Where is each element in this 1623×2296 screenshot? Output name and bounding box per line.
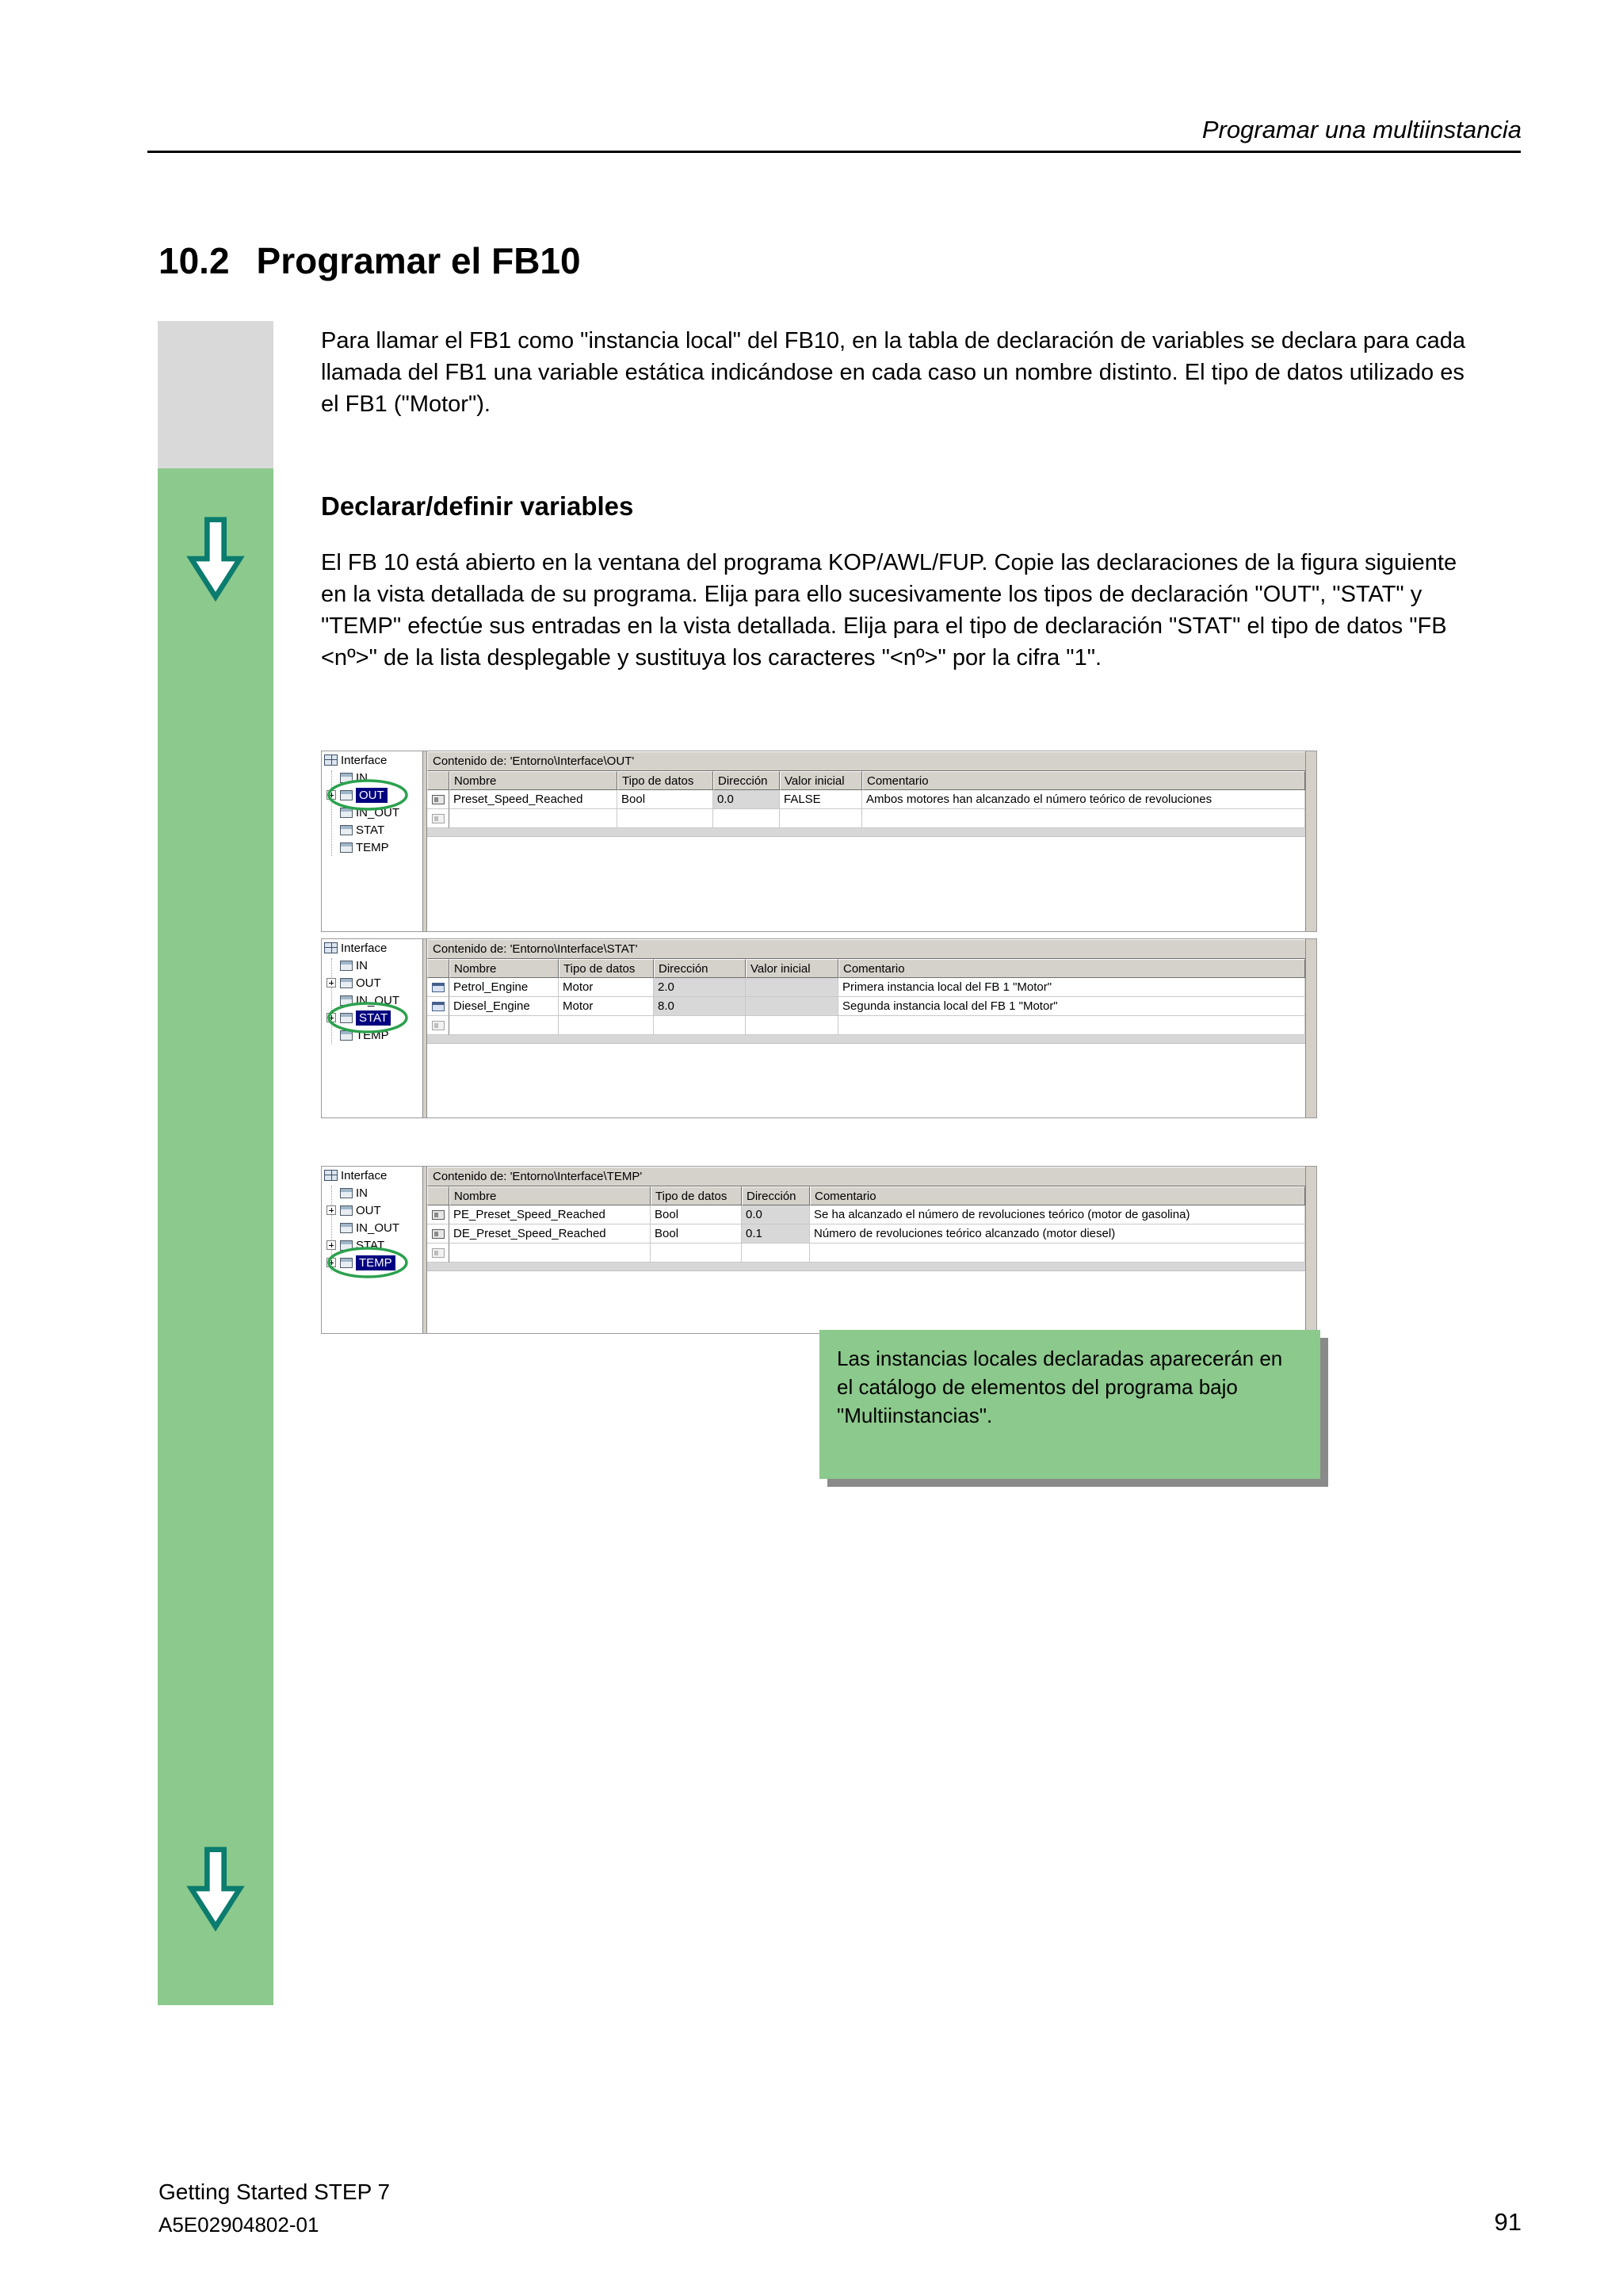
cell-valor-inicial-empty[interactable] bbox=[746, 1016, 838, 1035]
column-header-direccion[interactable]: Dirección bbox=[654, 959, 746, 978]
cell-valor-inicial[interactable]: FALSE bbox=[780, 790, 862, 809]
column-header-icon[interactable] bbox=[427, 1186, 449, 1205]
cell-comentario-empty[interactable] bbox=[838, 1016, 1305, 1035]
cell-direccion-empty bbox=[742, 1244, 810, 1263]
in-out-icon bbox=[340, 995, 353, 1006]
in-out-icon bbox=[340, 808, 353, 818]
cell-comentario-empty[interactable] bbox=[810, 1244, 1305, 1263]
margin-gray-block bbox=[158, 321, 273, 468]
down-arrow-icon bbox=[184, 514, 247, 603]
column-header-nombre[interactable]: Nombre bbox=[449, 771, 617, 790]
footer-page-number: 91 bbox=[1494, 2208, 1522, 2236]
column-header-tipo[interactable]: Tipo de datos bbox=[617, 771, 713, 790]
variable-table bbox=[427, 1186, 1305, 1263]
cell-nombre[interactable]: Preset_Speed_Reached bbox=[449, 790, 617, 809]
tree-item-label: STAT bbox=[356, 823, 385, 837]
expand-slot bbox=[326, 1013, 337, 1022]
temp-icon bbox=[340, 842, 353, 853]
empty-row-icon bbox=[432, 1248, 445, 1258]
section-title-text: Programar el FB10 bbox=[256, 240, 581, 281]
column-header-nombre[interactable]: Nombre bbox=[449, 1186, 651, 1205]
tree-item-in[interactable] bbox=[322, 769, 422, 786]
cell-tipo-empty[interactable] bbox=[559, 1016, 654, 1035]
column-header-direccion[interactable]: Dirección bbox=[742, 1186, 810, 1205]
declaration-pane bbox=[427, 939, 1305, 1117]
row-icon-cell bbox=[427, 1205, 449, 1224]
footer-doc-id: A5E02904802-01 bbox=[158, 2213, 319, 2237]
in-out-icon bbox=[340, 1223, 353, 1233]
interface-icon bbox=[324, 942, 338, 953]
down-arrow-icon bbox=[184, 1844, 247, 1933]
tree-item-label: Interface bbox=[341, 753, 388, 767]
tree-item-interface[interactable] bbox=[322, 1167, 422, 1184]
cell-tipo-empty[interactable] bbox=[617, 809, 713, 828]
table-end-strip bbox=[427, 1035, 1305, 1044]
tree-item-label: STAT bbox=[356, 1010, 391, 1026]
header-rule bbox=[147, 151, 1521, 153]
stat-icon bbox=[340, 1013, 353, 1023]
cell-tipo[interactable]: Bool bbox=[651, 1224, 742, 1244]
subsection-paragraph: El FB 10 está abierto en la ventana del programa KOP/AWL/FUP. Copie las declaraciones de la figura siguiente en la vista detallada de su programa. Elija para ello sucesivamente los tipos de declaración "OUT", "STAT" y "TEMP" efectúe sus entradas en la vista detallada. Elija para el tipo de declaración "STAT" el tipo de datos "FB <nº>" de la lista desplegable y sustituya los caracteres "<nº>" por la cifra "1". bbox=[321, 550, 1457, 670]
scrollbar[interactable] bbox=[1305, 939, 1316, 1117]
expand-slot bbox=[326, 1205, 337, 1215]
cell-direccion-empty bbox=[713, 809, 780, 828]
pane-empty-area bbox=[427, 837, 1305, 931]
expand-plus-icon[interactable] bbox=[327, 978, 336, 988]
tree-item-in[interactable] bbox=[322, 1184, 422, 1201]
tree-item-out[interactable] bbox=[322, 974, 422, 991]
callout-note bbox=[819, 1330, 1320, 1479]
tree-item-out[interactable] bbox=[322, 786, 422, 804]
column-header-tipo[interactable]: Tipo de datos bbox=[559, 959, 654, 978]
cell-comentario[interactable]: Se ha alcanzado el número de revoluciones teórico (motor de gasolina) bbox=[810, 1205, 1305, 1224]
variable-table bbox=[427, 771, 1305, 828]
tree-item-temp[interactable] bbox=[322, 1254, 422, 1271]
tree-item-in[interactable] bbox=[322, 957, 422, 974]
expand-slot bbox=[326, 978, 337, 988]
tree-item-label: TEMP bbox=[356, 1028, 389, 1042]
fb-instance-icon bbox=[432, 983, 445, 992]
cell-comentario[interactable]: Ambos motores han alcanzado el número teórico de revoluciones bbox=[862, 790, 1305, 809]
cell-nombre[interactable]: Petrol_Engine bbox=[449, 978, 559, 997]
row-icon-cell bbox=[427, 997, 449, 1016]
tree-item-label: IN_OUT bbox=[356, 993, 400, 1007]
temp-icon bbox=[340, 1258, 353, 1268]
column-header-icon[interactable] bbox=[427, 959, 449, 978]
column-header-tipo[interactable]: Tipo de datos bbox=[651, 1186, 742, 1205]
expand-plus-icon[interactable] bbox=[327, 790, 336, 800]
tree-item-label: IN_OUT bbox=[356, 805, 400, 819]
empty-row-icon bbox=[432, 814, 445, 823]
cell-nombre-empty[interactable] bbox=[449, 809, 617, 828]
pane-empty-area bbox=[427, 1044, 1305, 1117]
variable-table bbox=[427, 959, 1305, 1035]
column-header-icon[interactable] bbox=[427, 771, 449, 790]
screenshot-temp-declaration bbox=[321, 1166, 1317, 1334]
expand-slot bbox=[326, 1258, 337, 1267]
interface-tree bbox=[322, 751, 423, 931]
column-header-direccion[interactable]: Dirección bbox=[713, 771, 780, 790]
fb-instance-icon bbox=[432, 1002, 445, 1011]
tree-item-interface[interactable] bbox=[322, 751, 422, 769]
cell-comentario[interactable]: Primera instancia local del FB 1 "Motor" bbox=[838, 978, 1305, 997]
cell-nombre-empty[interactable] bbox=[449, 1016, 559, 1035]
footer-product: Getting Started STEP 7 bbox=[158, 2179, 391, 2204]
tree-item-in-out[interactable] bbox=[322, 991, 422, 1009]
tree-item-in-out[interactable] bbox=[322, 804, 422, 821]
pane-empty-area bbox=[427, 1271, 1305, 1333]
margin-green-bar bbox=[158, 468, 273, 2005]
cell-direccion: 2.0 bbox=[654, 978, 746, 997]
empty-row-icon bbox=[432, 1021, 445, 1030]
tree-item-label: Interface bbox=[341, 1168, 388, 1182]
tree-item-stat[interactable] bbox=[322, 1009, 422, 1026]
tree-item-label: IN bbox=[356, 1186, 368, 1200]
tree-item-in-out[interactable] bbox=[322, 1219, 422, 1236]
section-title bbox=[158, 239, 581, 282]
declaration-row-icon bbox=[432, 1210, 445, 1220]
cell-valor-inicial bbox=[746, 978, 838, 997]
cell-direccion: 0.0 bbox=[742, 1205, 810, 1224]
row-icon-cell bbox=[427, 790, 449, 809]
expand-plus-icon[interactable] bbox=[327, 1205, 336, 1215]
interface-icon bbox=[324, 1170, 338, 1181]
cell-valor-inicial-empty[interactable] bbox=[780, 809, 862, 828]
tree-item-stat[interactable] bbox=[322, 821, 422, 839]
row-icon-cell bbox=[427, 809, 449, 828]
pane-title bbox=[427, 939, 1305, 959]
pane-title-text: Contenido de: 'Entorno\Interface\STAT' bbox=[433, 942, 638, 956]
cell-comentario[interactable]: Segunda instancia local del FB 1 "Motor" bbox=[838, 997, 1305, 1016]
temp-icon bbox=[340, 1030, 353, 1041]
out-icon bbox=[340, 1205, 353, 1216]
interface-icon bbox=[324, 755, 338, 766]
tree-item-label: TEMP bbox=[356, 840, 389, 854]
declaration-row-icon bbox=[432, 795, 445, 804]
tree-item-temp[interactable] bbox=[322, 839, 422, 856]
section-number: 10.2 bbox=[158, 240, 230, 281]
stat-icon bbox=[340, 1240, 353, 1251]
tree-item-label: STAT bbox=[356, 1238, 385, 1252]
tree-item-label: OUT bbox=[356, 1203, 381, 1217]
column-header-comentario[interactable]: Comentario bbox=[810, 1186, 1305, 1205]
expand-slot bbox=[326, 1240, 337, 1250]
tree-item-label: IN bbox=[356, 958, 368, 972]
cell-tipo[interactable]: Bool bbox=[617, 790, 713, 809]
tree-item-label: OUT bbox=[356, 788, 388, 803]
tree-item-out[interactable] bbox=[322, 1201, 422, 1219]
tree-item-label: Interface bbox=[341, 941, 388, 955]
screenshot-stat-declaration bbox=[321, 938, 1317, 1118]
tree-item-label: TEMP bbox=[356, 1255, 395, 1270]
scrollbar[interactable] bbox=[1305, 751, 1316, 931]
table-end-strip bbox=[427, 828, 1305, 837]
pane-title-text: Contenido de: 'Entorno\Interface\TEMP' bbox=[433, 1170, 643, 1183]
tree-item-stat[interactable] bbox=[322, 1236, 422, 1254]
cell-comentario[interactable]: Número de revoluciones teórico alcanzado (motor diesel) bbox=[810, 1224, 1305, 1244]
column-header-nombre[interactable]: Nombre bbox=[449, 959, 559, 978]
declaration-pane bbox=[427, 1167, 1305, 1333]
intro-paragraph: Para llamar el FB1 como "instancia local" del FB10, en la tabla de declaración de variables se declara para cada llamada del FB1 una variable estática indicándose en cada caso un nombre distinto. El tipo de datos utilizado es el FB1 ("Motor"). bbox=[321, 328, 1465, 417]
cell-comentario-empty[interactable] bbox=[862, 809, 1305, 828]
out-icon bbox=[340, 790, 353, 800]
cell-nombre[interactable]: DE_Preset_Speed_Reached bbox=[449, 1224, 651, 1244]
in-icon bbox=[340, 1188, 353, 1198]
cell-direccion: 8.0 bbox=[654, 997, 746, 1016]
stat-icon bbox=[340, 825, 353, 835]
cell-nombre[interactable]: PE_Preset_Speed_Reached bbox=[449, 1205, 651, 1224]
cell-tipo-empty[interactable] bbox=[651, 1244, 742, 1263]
expand-slot bbox=[326, 790, 337, 800]
cell-valor-inicial bbox=[746, 997, 838, 1016]
tree-item-label: OUT bbox=[356, 976, 381, 990]
table-end-strip bbox=[427, 1263, 1305, 1271]
interface-tree bbox=[322, 1167, 423, 1333]
interface-tree bbox=[322, 939, 423, 1117]
tree-item-interface[interactable] bbox=[322, 939, 422, 957]
scrollbar[interactable] bbox=[1305, 1167, 1316, 1333]
tree-item-label: IN bbox=[356, 770, 368, 785]
subsection-title: Declarar/definir variables bbox=[321, 491, 634, 521]
tree-item-label: IN_OUT bbox=[356, 1221, 400, 1235]
row-icon-cell bbox=[427, 978, 449, 997]
pane-title bbox=[427, 751, 1305, 771]
expand-plus-icon[interactable] bbox=[327, 1240, 336, 1250]
pane-title bbox=[427, 1167, 1305, 1186]
row-icon-cell bbox=[427, 1244, 449, 1263]
column-header-valor-inicial[interactable]: Valor inicial bbox=[746, 959, 838, 978]
cell-direccion: 0.0 bbox=[713, 790, 780, 809]
declaration-pane bbox=[427, 751, 1305, 931]
column-header-comentario[interactable]: Comentario bbox=[838, 959, 1305, 978]
in-icon bbox=[340, 773, 353, 783]
column-header-valor-inicial[interactable]: Valor inicial bbox=[780, 771, 862, 790]
column-header-comentario[interactable]: Comentario bbox=[862, 771, 1305, 790]
cell-nombre-empty[interactable] bbox=[449, 1244, 651, 1263]
in-icon bbox=[340, 961, 353, 971]
cell-tipo[interactable]: Motor bbox=[559, 978, 654, 997]
cell-tipo[interactable]: Motor bbox=[559, 997, 654, 1016]
running-head: Programar una multiinstancia bbox=[1201, 116, 1522, 143]
screenshot-out-declaration bbox=[321, 751, 1317, 932]
expand-plus-icon[interactable] bbox=[327, 1013, 336, 1022]
cell-tipo[interactable]: Bool bbox=[651, 1205, 742, 1224]
tree-item-temp[interactable] bbox=[322, 1026, 422, 1044]
expand-plus-icon[interactable] bbox=[327, 1258, 336, 1267]
cell-direccion: 0.1 bbox=[742, 1224, 810, 1244]
row-icon-cell bbox=[427, 1224, 449, 1244]
out-icon bbox=[340, 978, 353, 988]
pane-title-text: Contenido de: 'Entorno\Interface\OUT' bbox=[433, 755, 635, 768]
cell-nombre[interactable]: Diesel_Engine bbox=[449, 997, 559, 1016]
row-icon-cell bbox=[427, 1016, 449, 1035]
callout-text: Las instancias locales declaradas aparecerán en el catálogo de elementos del programa bajo "Multiinstancias". bbox=[837, 1347, 1283, 1427]
declaration-row-icon bbox=[432, 1229, 445, 1239]
cell-direccion-empty bbox=[654, 1016, 746, 1035]
